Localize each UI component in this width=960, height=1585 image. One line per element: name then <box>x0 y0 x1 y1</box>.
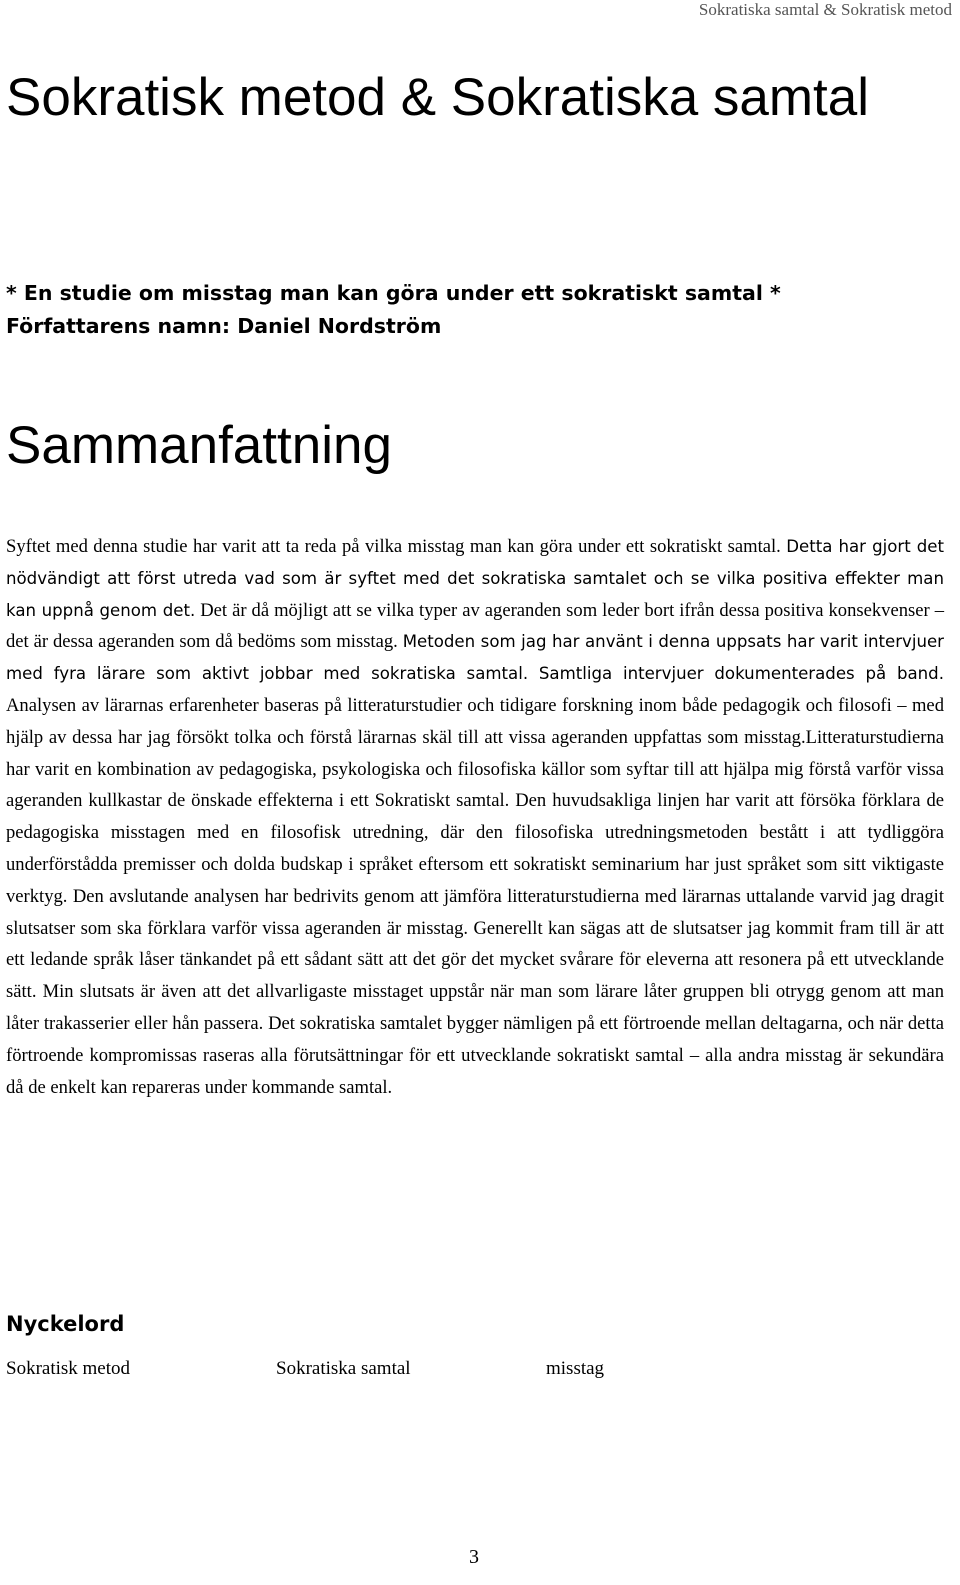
subtitle: * En studie om misstag man kan göra under ett sokratiskt samtal * <box>6 281 781 305</box>
abstract-part-4: Metoden som jag har använt i denna uppsats har varit intervjuer med fyra lärare som aktivt jobbar med sokratiska samtal. Samtliga intervjuer dokumenterades på band. <box>6 632 944 684</box>
page-number-container <box>0 1542 960 1572</box>
subtitle-block <box>6 277 936 343</box>
author-line: Författarens namn: Daniel Nordström <box>6 314 442 338</box>
page-number: 3 <box>469 1546 479 1568</box>
page-title: Sokratisk metod & Sokratiska samtal <box>6 68 870 127</box>
abstract-part-1: Syftet med denna studie har varit att ta reda på vilka misstag man kan göra under ett sokratiskt samtal. <box>6 536 781 557</box>
abstract-part-3: Det är då möjligt att se vilka typer av ageranden som leder bort ifrån dessa positiva konsekvenser – det är dessa ageranden som då bedöms som misstag. <box>6 599 944 653</box>
running-header: Sokratiska samtal & Sokratisk metod <box>698 0 952 19</box>
keyword-item: Sokratiska samtal <box>276 1358 411 1379</box>
abstract-part-7: Den huvudsakliga linjen har varit att försöka förklara de pedagogiska misstagen med en filosofisk utredning, där den filosofiska utredningsmetoden bestått i att tydliggöra underförstådda premisser och dolda budskap i språket eftersom ett sokratiskt seminarium har just språket som sitt viktigaste verktyg. <box>6 790 945 907</box>
abstract-part-5: Analysen av lärarnas erfarenheter baseras på litteraturstudier och tidigare forskning inom både pedagogik och filosofi – med hjälp av dessa har jag försökt tolka och förstå lärarnas skäl till att vissa ageranden uppfattas som misstag. <box>6 694 944 748</box>
keywords-list <box>6 1353 906 1385</box>
keyword-item: misstag <box>546 1358 605 1379</box>
abstract-part-2: Detta har gjort det nödvändigt att först utreda vad som är syftet med det sokratiska samtalet och se vilka positiva effekter man kan uppnå genom det. <box>6 537 945 620</box>
keyword-item: Sokratisk metod <box>6 1358 131 1379</box>
keywords-heading: Nyckelord <box>6 1312 125 1336</box>
abstract-heading: Sammanfattning <box>6 416 392 475</box>
abstract-part-8: Den avslutande analysen har bedrivits genom att jämföra litteraturstudierna med lärarnas uttalande varvid jag dragit slutsatser som ska förklara varför vissa ageranden är misstag. Generellt kan sägas att de slutsatser jag kommit fram till är att ett ledande språk låser tänkandet på ett sådant sätt att det gör det mycket svårare för eleverna att resonera på ett utvecklande sätt. Min slutsats är även att det allvarligaste misstaget uppstår när man som lärare låter gruppen bli otrygg genom att man låter trakasserier eller hån passera. Det sokratiska samtalet bygger nämligen på ett förtroende mellan deltagarna, och när detta förtroende kompromissas raseras alla förutsättningar för ett utvecklande sokratiskt samtal – alla andra misstag är sekundära då de enkelt kan repareras under kommande samtal. <box>6 885 944 1098</box>
abstract-part-6: Litteraturstudierna har varit en kombination av pedagogiska, psykologiska och filosofiska källor som syftar till att hjälpa mig förstå varför vissa ageranden kullkastar de önskade effekterna i ett Sokratiskt samtal. <box>6 726 944 812</box>
abstract-paragraph <box>6 531 944 1103</box>
